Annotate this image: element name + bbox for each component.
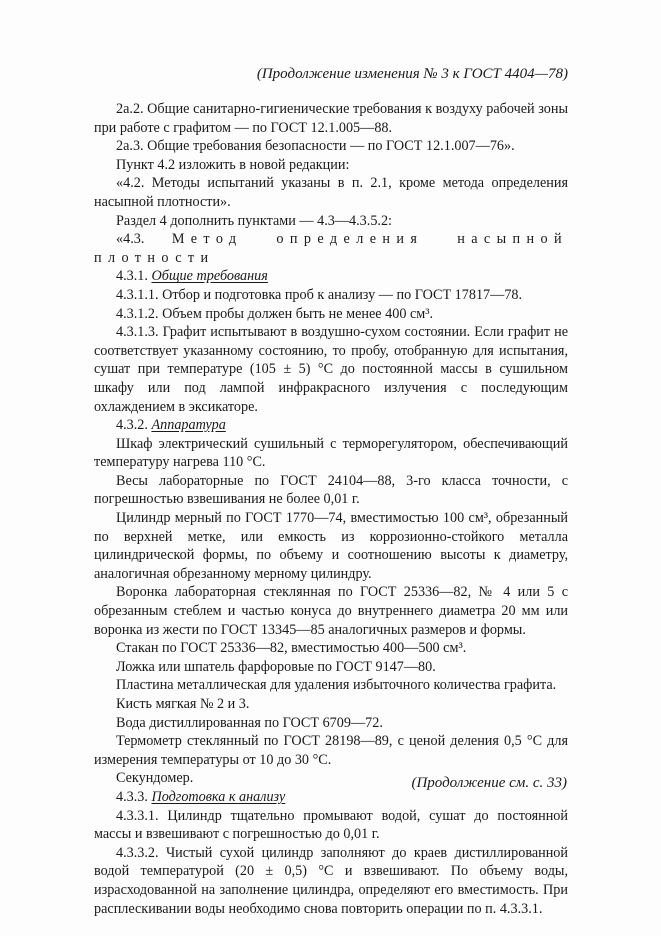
document-body: [94, 100, 568, 918]
paragraph: Воронка лабораторная стеклянная по ГОСТ 25336—82, № 4 или 5 с обрезанным стеблем и частью конуса до внутреннего диаметра 20 мм или воронка из жести по ГОСТ 13345—85 аналогичных размеров и формы.: [94, 584, 568, 638]
paragraph: Весы лабораторные по ГОСТ 24104—88, 3-го класса точности, с погрешностью взвешивания не более 0,01 г.: [94, 472, 568, 508]
paragraph: Пластина металлическая для удаления избыточного количества графита.: [116, 677, 557, 694]
paragraph: «4.2. Методы испытаний указаны в п. 2.1, кроме метода определения насыпной плотности».: [94, 175, 568, 210]
subsection-number: 4.3.1.: [116, 268, 148, 285]
paragraph: Термометр стеклянный по ГОСТ 28198—89, с ценой деления 0,5 °С для измерения температуры от 10 до 30 °С.: [94, 733, 568, 768]
section-heading: [94, 230, 568, 267]
paragraph: Секундомер.: [116, 770, 194, 787]
paragraph: Раздел 4 дополнить пунктами — 4.3—4.3.5.2:: [116, 212, 392, 229]
section-number: «4.3.: [116, 231, 145, 248]
paragraph: 2а.2. Общие санитарно-гигиенические требования к воздуху рабочей зоны при работе с графитом — по ГОСТ 12.1.005—88.: [94, 101, 568, 136]
subsection-title: Подготовка к анализу: [151, 788, 286, 805]
paragraph: 2а.3. Общие требования безопасности — по ГОСТ 12.1.007—76».: [116, 138, 515, 155]
paragraph: Цилиндр мерный по ГОСТ 1770—74, вместимостью 100 см³, обрезанный по верхней метке, или емкость из коррозионно-стойкого металла цилиндрической формы, по объему и соотношению высоты к диаметру, аналогичная обрезанному мерному цилиндру.: [94, 510, 568, 582]
subsection-number: 4.3.2.: [116, 417, 148, 434]
paragraph: Ложка или шпатель фарфоровые по ГОСТ 9147—80.: [116, 658, 436, 675]
paragraph: Пункт 4.2 изложить в новой редакции:: [116, 156, 350, 173]
subsection-title: Общие требования: [151, 268, 268, 285]
paragraph: 4.3.1.1. Отбор и подготовка проб к анализу — по ГОСТ 17817—78.: [116, 286, 523, 303]
subsection-number: 4.3.3.: [116, 788, 148, 805]
page-header: (Продолжение изменения № 3 к ГОСТ 4404—78): [256, 66, 568, 82]
section-title: Метод определения насыпной плотности: [94, 231, 568, 266]
paragraph: Кисть мягкая № 2 и 3.: [116, 696, 250, 712]
subsection-heading: [94, 416, 568, 435]
paragraph: 4.3.3.1. Цилиндр тщательно промывают водой, сушат до постоянной массы и взвешивают с погрешностью до 0,01 г.: [94, 807, 568, 843]
paragraph: 4.3.1.2. Объем пробы должен быть не менее 400 см³.: [116, 305, 434, 322]
paragraph: 4.3.3.2. Чистый сухой цилиндр заполняют до краев дистиллированной водой температурой (20 ± 0,5) °С и взвешивают. По объему воды, израсходованной на заполнение цилиндра, определяют его вместимость. При расплескивании воды необходимо снова повторить операции по п. 4.3.3.1.: [94, 844, 568, 917]
paragraph: Стакан по ГОСТ 25336—82, вместимостью 400—500 см³.: [116, 640, 467, 657]
page-footer: (Продолжение см. с. 33): [411, 775, 567, 791]
subsection-heading: [94, 267, 568, 286]
subsection-title: Аппаратура: [151, 417, 226, 434]
paragraph: Шкаф электрический сушильный с терморегулятором, обеспечивающий температуру нагрева 110 °С.: [94, 435, 568, 471]
paragraph: Вода дистиллированная по ГОСТ 6709—72.: [116, 714, 383, 731]
paragraph: 4.3.1.3. Графит испытывают в воздушно-сухом состоянии. Если графит не соответствует указанному состоянию, то пробу, отобранную для испытания, сушат при температуре (105 ± 5) °С до постоянной массы в сушильном шкафу или под лампой инфракрасного излучения с последующим охлаждением в эксикаторе.: [94, 324, 568, 415]
